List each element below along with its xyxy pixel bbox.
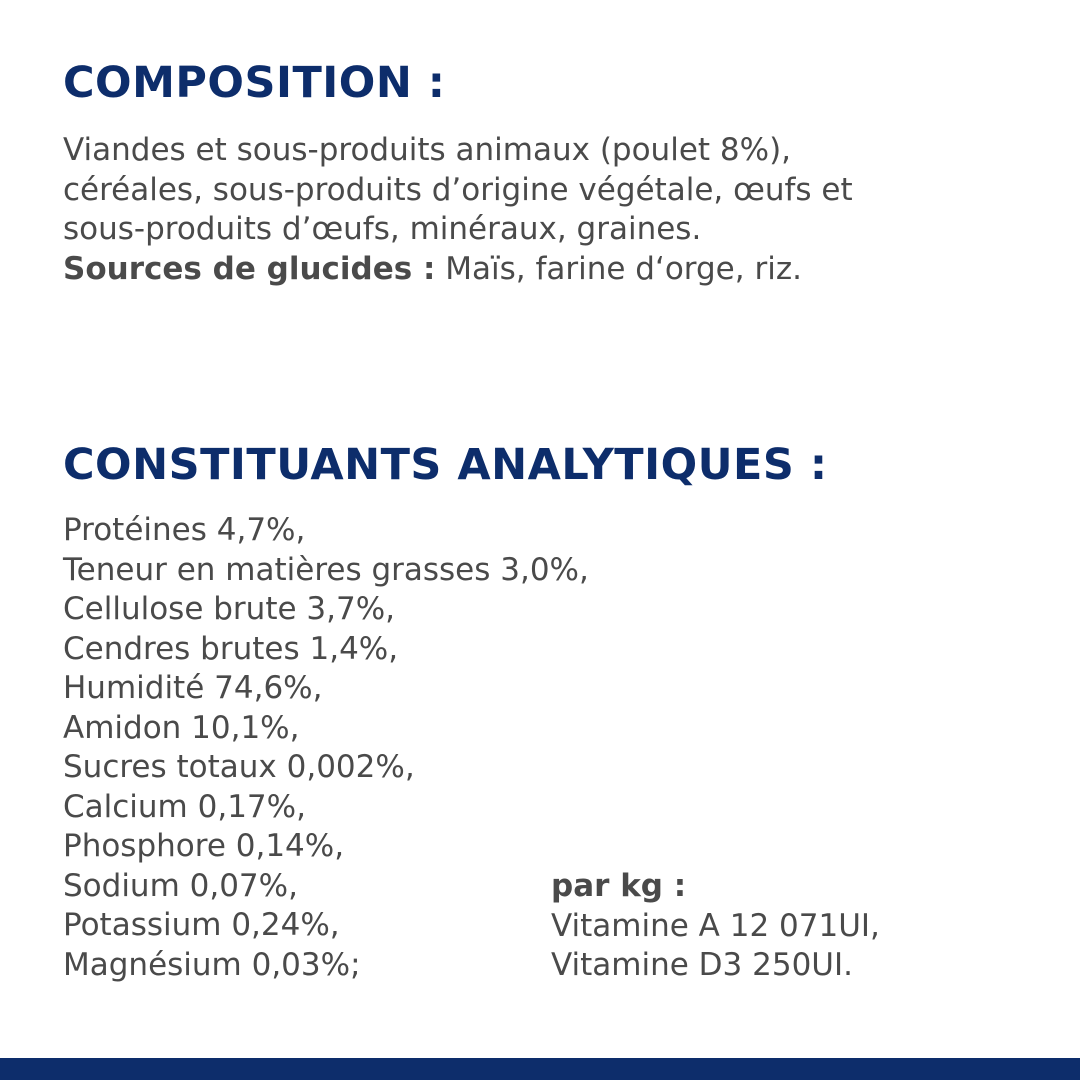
- list-item: Cellulose brute 3,7%,: [63, 591, 396, 627]
- bottom-accent-bar: [0, 1058, 1080, 1080]
- composition-heading: COMPOSITION :: [63, 58, 446, 108]
- carbohydrate-sources-label: Sources de glucides :: [63, 250, 436, 287]
- list-item: Humidité 74,6%,: [63, 670, 323, 706]
- composition-line: céréales, sous-produits d’origine végétale, œufs et: [63, 171, 853, 208]
- list-item: Phosphore 0,14%,: [63, 828, 345, 864]
- vitamins-per-kg: [551, 867, 880, 986]
- list-item: Calcium 0,17%,: [63, 788, 306, 825]
- list-item: Magnésium 0,03%;: [63, 946, 361, 983]
- analytical-constituents-list: [63, 511, 589, 985]
- per-kg-label: par kg :: [551, 868, 687, 904]
- list-item: Vitamine D3 250UI.: [551, 947, 853, 983]
- composition-line: sous-produits d’œufs, minéraux, graines.: [63, 211, 702, 247]
- carbohydrate-sources-value: Maïs, farine d‘orge, riz.: [435, 250, 802, 287]
- list-item: Protéines 4,7%,: [63, 512, 306, 548]
- list-item: Sodium 0,07%,: [63, 867, 298, 904]
- list-item: Amidon 10,1%,: [63, 709, 300, 746]
- list-item: Cendres brutes 1,4%,: [63, 630, 399, 667]
- carbohydrate-sources: [63, 250, 853, 290]
- composition-line: Viandes et sous-produits animaux (poulet 8%),: [63, 132, 792, 168]
- analytical-constituents-heading: CONSTITUANTS ANALYTIQUES :: [63, 440, 828, 490]
- list-item: Potassium 0,24%,: [63, 907, 340, 943]
- composition-text: [63, 131, 853, 289]
- list-item: Teneur en matières grasses 3,0%,: [63, 551, 589, 588]
- list-item: Sucres totaux 0,002%,: [63, 749, 415, 785]
- vitamins-list: [551, 907, 880, 986]
- list-item: Vitamine A 12 071UI,: [551, 907, 880, 944]
